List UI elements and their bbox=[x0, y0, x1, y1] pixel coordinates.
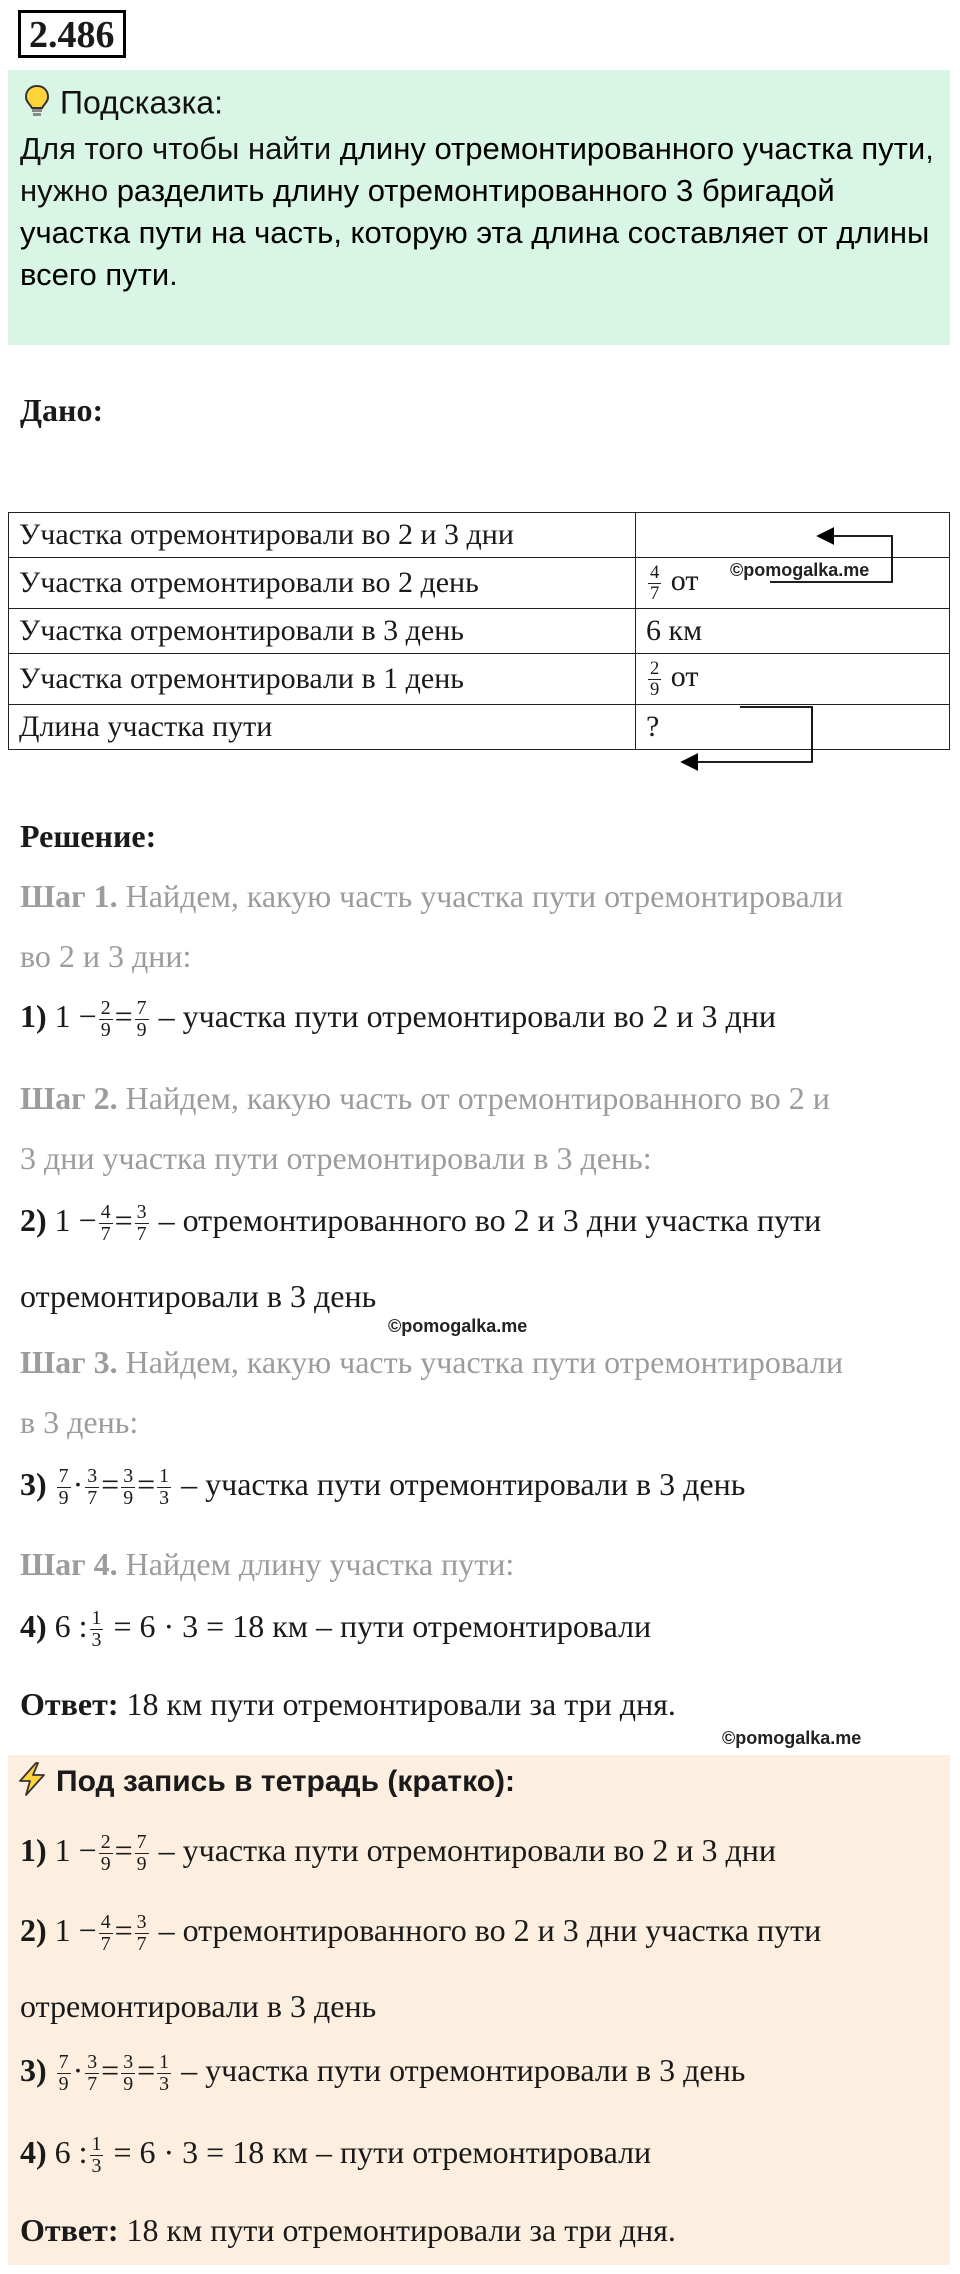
equation-2: 2) 1 − $\frac{4}{7}$ = $\frac{3}{7}$ – отремонтированного во 2 и 3 дни участка пути bbox=[20, 1201, 822, 1246]
problem-number: 2.486 bbox=[18, 10, 126, 58]
hint-title-text: Подсказка: bbox=[60, 84, 223, 121]
given-value-suffix: от bbox=[670, 659, 699, 693]
fraction: $\frac{4}{7}$ bbox=[650, 561, 660, 604]
given-value: ? bbox=[636, 705, 950, 750]
short-equation-4: 4) 6 : $\frac{1}{3}$ = 6 · 3 = 18 км – пути отремонтировали bbox=[20, 2133, 652, 2178]
short-notes-title bbox=[16, 1762, 515, 1804]
hint-text-part: , нужно bbox=[20, 131, 934, 208]
step-1-cont: во 2 и 3 дни: bbox=[20, 938, 192, 974]
step-3-cont: в 3 день: bbox=[20, 1404, 139, 1440]
hint-text-part: Для того чтобы найти bbox=[20, 131, 340, 166]
lightning-icon bbox=[16, 1762, 48, 1804]
hint-box bbox=[8, 70, 950, 345]
step-3: Шаг 3. Найдем, какую часть участка пути отремонтировали bbox=[20, 1344, 844, 1380]
given-heading: Дано: bbox=[20, 392, 104, 428]
arrow-icon bbox=[682, 707, 812, 762]
given-label: Участка отремонтировали в 1 день bbox=[9, 654, 636, 705]
hint-title bbox=[24, 84, 223, 126]
step-1: Шаг 1. Найдем, какую часть участка пути отремонтировали bbox=[20, 878, 844, 914]
short-equation-1: 1) 1 − $\frac{2}{9}$ = $\frac{7}{9}$ – участка пути отремонтировали во 2 и 3 дни bbox=[20, 1831, 777, 1876]
given-label: Участка отремонтировали в 3 день bbox=[9, 609, 636, 654]
watermark: ©pomogalka.me bbox=[722, 1728, 862, 1748]
solution-heading: Решение: bbox=[20, 818, 157, 854]
hint-text-part: . bbox=[169, 257, 178, 292]
hint-text-emphasis: длину отремонтированного участка пути bbox=[339, 131, 926, 166]
equation-1: 1) 1 − $\frac{2}{9}$ = $\frac{7}{9}$ – участка пути отремонтировали во 2 и 3 дни bbox=[20, 997, 777, 1042]
watermark: ©pomogalka.me bbox=[388, 1316, 528, 1336]
equation-3: 3) $\frac{7}{9}$ · $\frac{3}{7}$ = $\frac{3}{9}$ = $\frac{1}{3}$ – участка пути отремонтировали в 3 день bbox=[20, 1465, 746, 1510]
equation-4: 4) 6 : $\frac{1}{3}$ = 6 · 3 = 18 км – пути отремонтировали bbox=[20, 1607, 652, 1652]
step-2-cont: 3 дни участка пути отремонтировали в 3 день: bbox=[20, 1140, 652, 1176]
given-label: Участка отремонтировали во 2 и 3 дни bbox=[9, 513, 636, 558]
table-arrows bbox=[640, 512, 950, 792]
given-label: Участка отремонтировали во 2 день bbox=[9, 558, 636, 609]
answer: Ответ: 18 км пути отремонтировали за три дня. bbox=[20, 1686, 676, 1722]
hint-text bbox=[20, 128, 940, 296]
given-value-suffix: от bbox=[670, 563, 699, 597]
short-equation-3: 3) $\frac{7}{9}$ · $\frac{3}{7}$ = $\frac{3}{9}$ = $\frac{1}{3}$ – участка пути отремонтировали в 3 день bbox=[20, 2051, 746, 2096]
given-value: 6 км bbox=[636, 609, 950, 654]
step-2: Шаг 2. Найдем, какую часть от отремонтированного во 2 и bbox=[20, 1080, 830, 1116]
step-4: Шаг 4. Найдем длину участка пути: bbox=[20, 1546, 515, 1582]
watermark: ©pomogalka.me bbox=[730, 560, 870, 580]
short-notes-title-text: Под запись в тетрадь (кратко): bbox=[56, 1764, 516, 1798]
lightbulb-icon bbox=[24, 84, 50, 126]
short-equation-2-cont: отремонтировали в 3 день bbox=[20, 1988, 377, 2024]
equation-2-cont: отремонтировали в 3 день bbox=[20, 1278, 377, 1314]
given-label: Длина участка пути bbox=[9, 705, 636, 750]
hint-text-emphasis: разделить длину отремонтированного 3 бригадой участка пути на часть, которую эта длина составляет от длины всего пути bbox=[20, 173, 930, 292]
short-answer: Ответ: 18 км пути отремонтировали за три дня. bbox=[20, 2212, 676, 2248]
fraction: $\frac{2}{9}$ bbox=[650, 657, 660, 700]
short-equation-2: 2) 1 − $\frac{4}{7}$ = $\frac{3}{7}$ – отремонтированного во 2 и 3 дни участка пути bbox=[20, 1911, 822, 1956]
